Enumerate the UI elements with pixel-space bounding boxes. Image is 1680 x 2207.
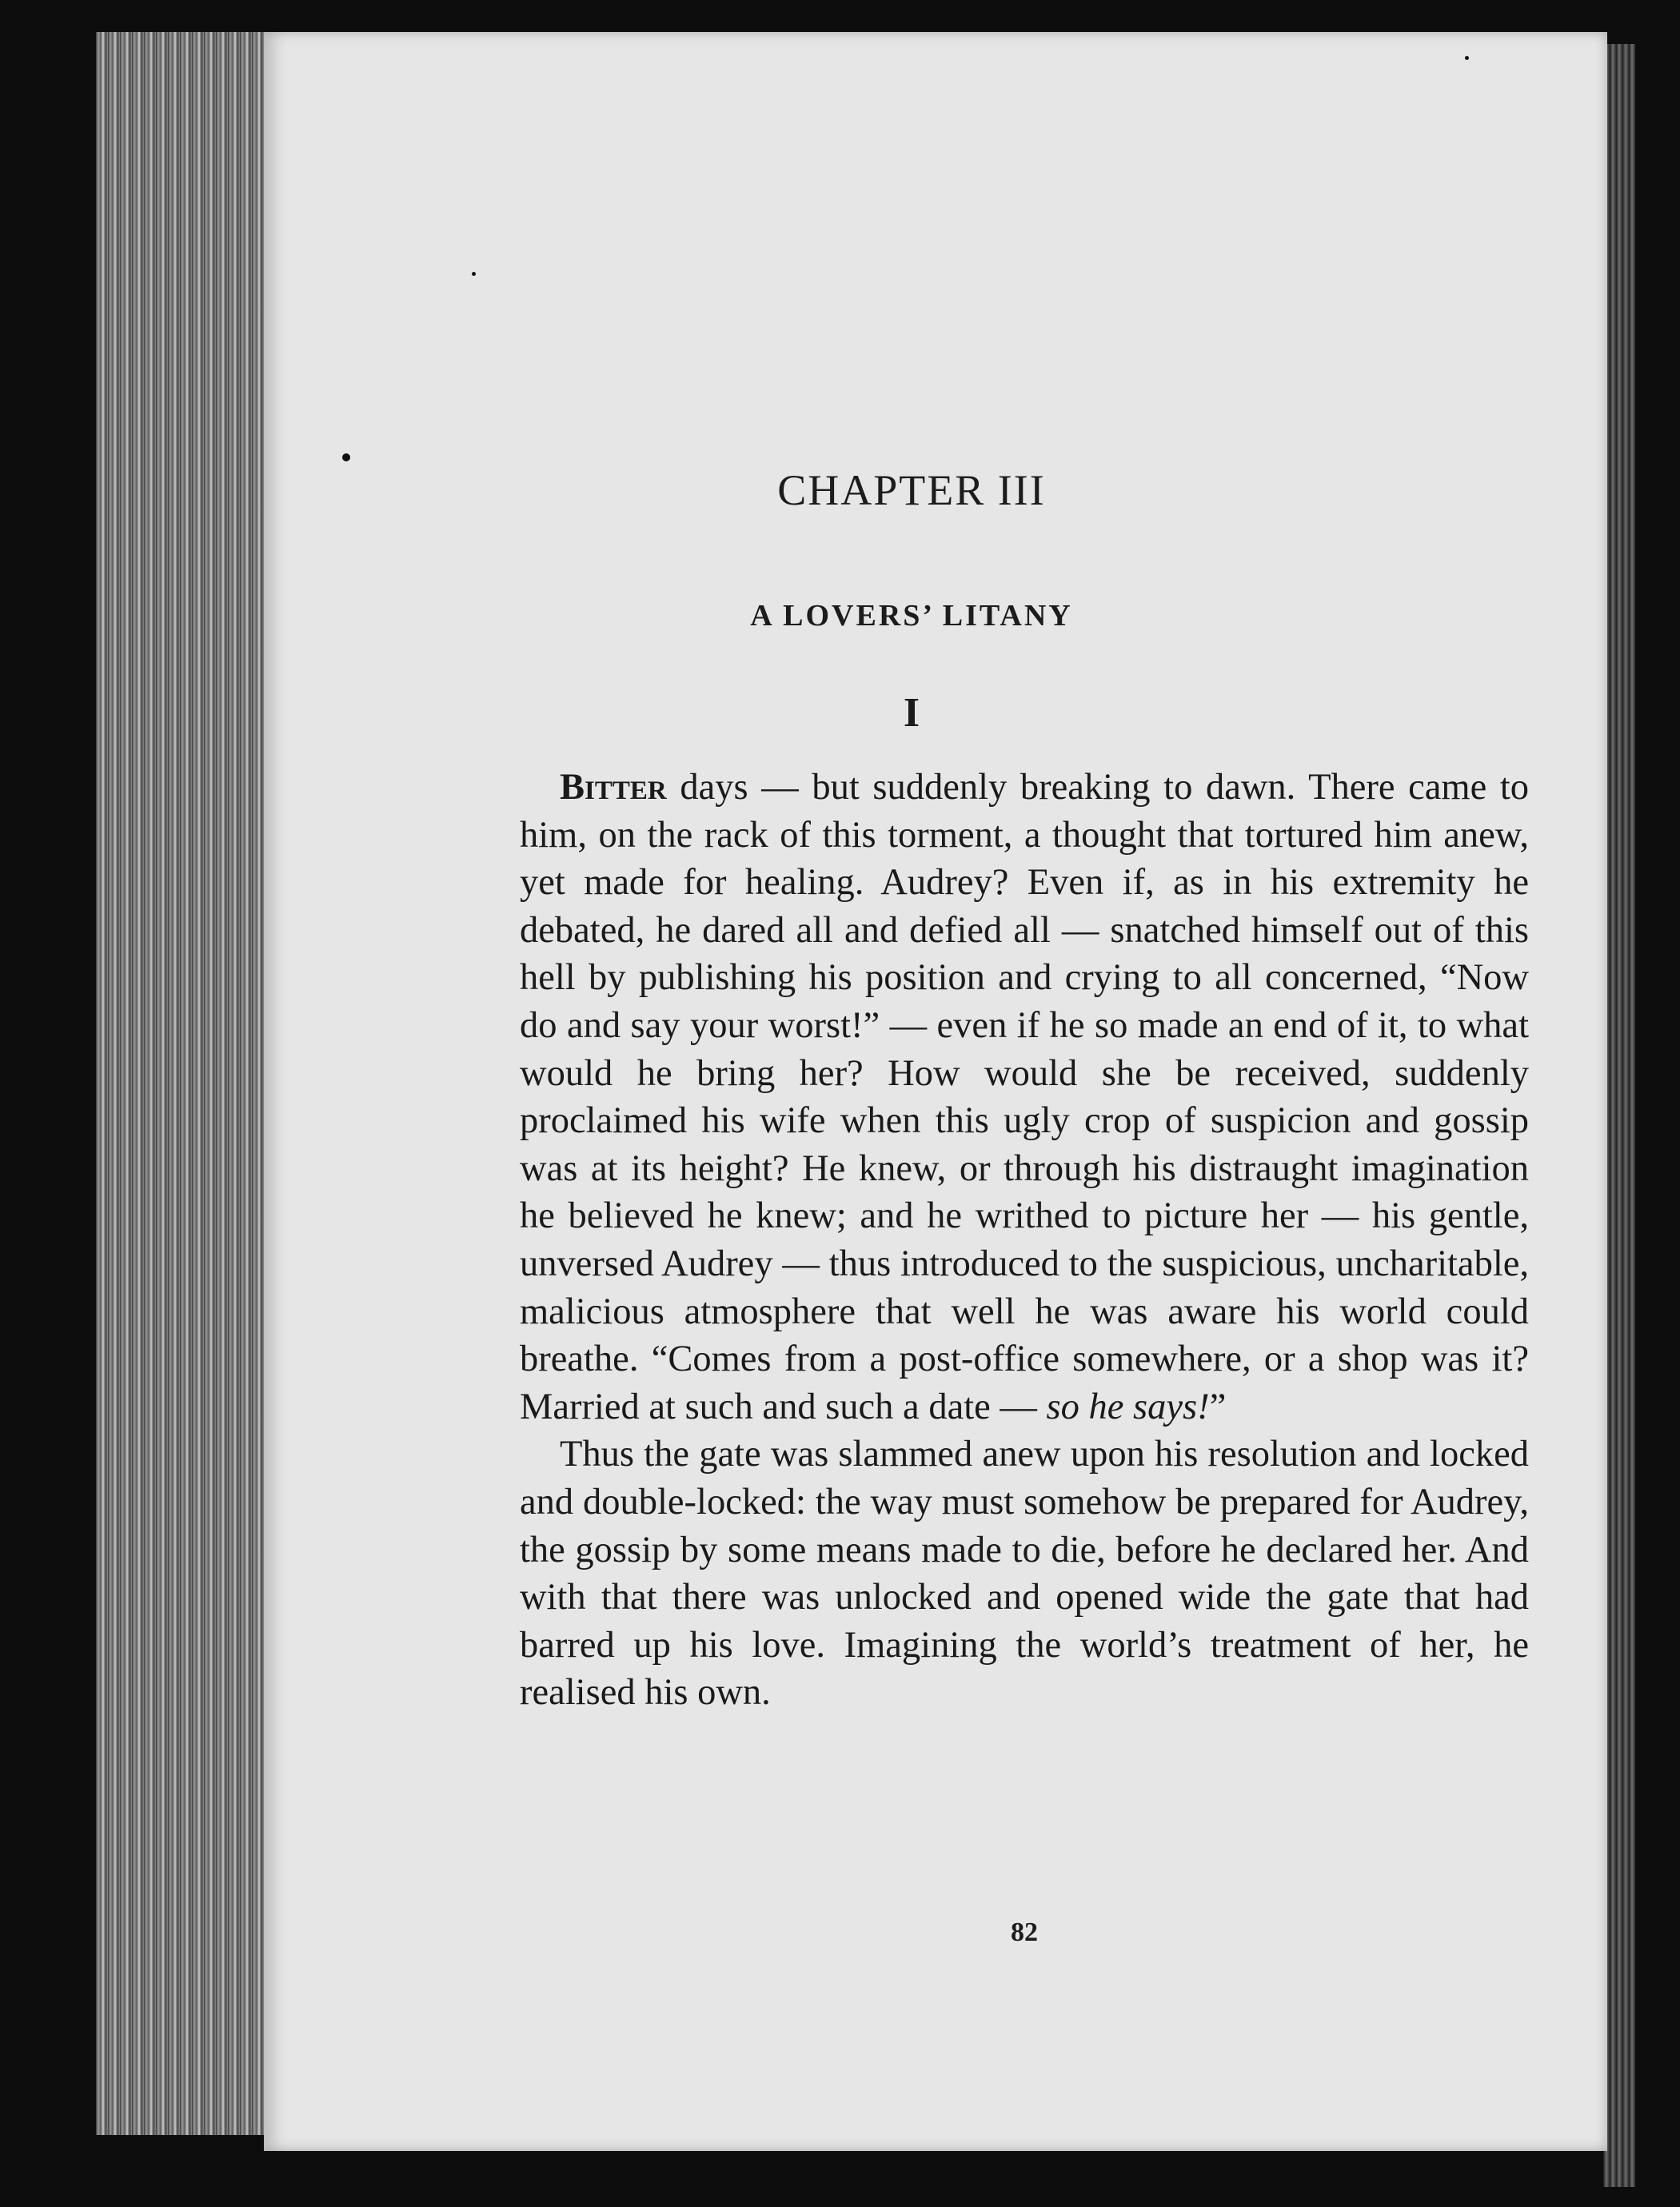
paragraph-1-text: days — but suddenly breaking to dawn. There came to him, on the rack of this torment, a thought that tortured him anew, yet made for healing. Audrey? Even if, as in his extremity he debated, he dared all and defied all — snatched himself out of this hell by publishing his position and crying to all concerned, “Now do and say your worst!” — even if he so made an end of it, to what would he bring her? How would she be received, suddenly proclaimed his wife when this ugly crop of suspicion and gossip was at its height? He knew, or through his distraught imagination he believed he knew; and he writhed to picture her — his gentle, unversed Audrey — thus introduced to the suspicious, uncharitable, malicious atmosphere that well he was aware his world could breathe. “Comes from a post-office somewhere, or a shop was it? Married at such and such a date —	[520, 767, 1529, 1427]
body-text	[520, 764, 1529, 1717]
ink-speck	[1465, 56, 1469, 60]
page-number: 82	[1011, 1918, 1038, 1947]
book-page-edges-left	[96, 32, 268, 2135]
paragraph-1-italic: so he says!	[1046, 1386, 1210, 1427]
ink-speck	[472, 272, 476, 276]
section-number: I	[903, 690, 920, 736]
paragraph-1-lead: Bitter	[560, 767, 667, 808]
ink-speck	[342, 453, 350, 461]
book-page-edges-right	[1603, 44, 1635, 2187]
paragraph-1-close: ”	[1209, 1386, 1227, 1427]
chapter-subtitle: A LOVERS’ LITANY	[750, 599, 1073, 633]
chapter-title: CHAPTER III	[777, 466, 1046, 514]
paragraph-1	[520, 764, 1529, 1431]
paragraph-2: Thus the gate was slammed anew upon his resolution and locked and double-locked: the way must somehow be prepared for Audrey, the gossip by some means made to die, before he declared her. And with that there was unlocked and opened wide the gate that had barred up his love. Imagining the world’s treatment of her, he realised his own.	[520, 1434, 1529, 1714]
